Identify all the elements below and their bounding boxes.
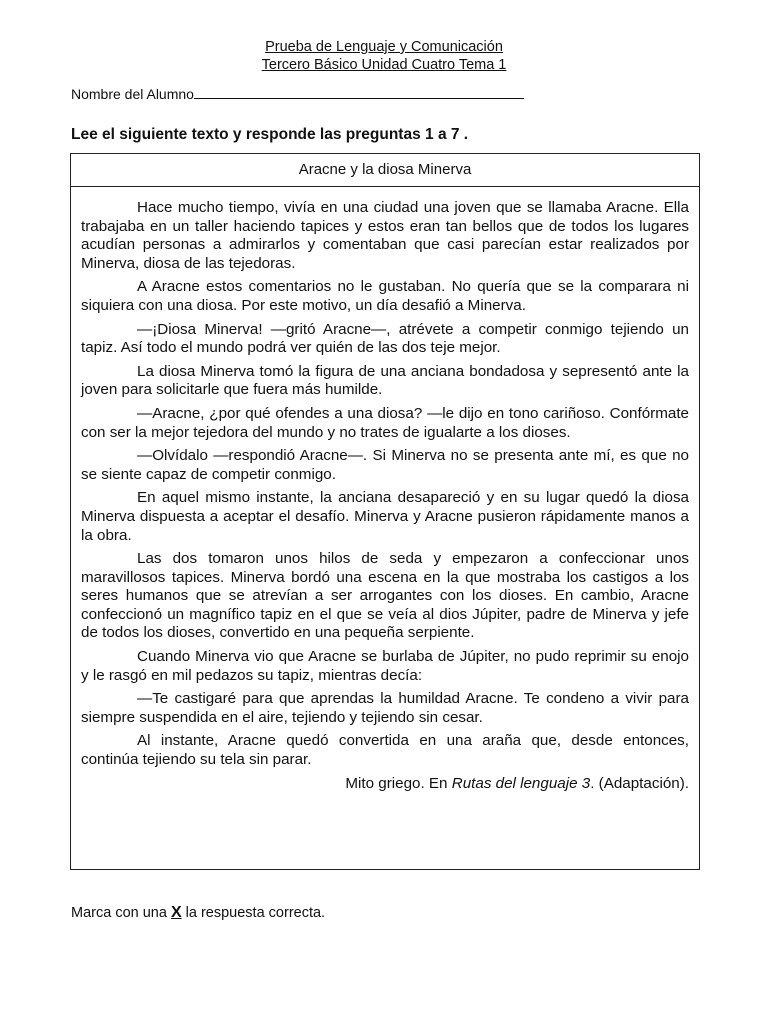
reading-box bbox=[70, 153, 700, 870]
reading-paragraph: —¡Diosa Minerva! —gritó Aracne—, atrévete a competir conmigo tejiendo un tapiz. Así todo el mundo podrá ver quién de las dos teje mejor. bbox=[81, 320, 689, 357]
student-name-label: Nombre del Alumno bbox=[71, 86, 194, 102]
reading-paragraph: —Aracne, ¿por qué ofendes a una diosa? —le dijo en tono cariñoso. Confórmate con ser la mejor tejedora del mundo y no trates de igualarte a los dioses. bbox=[81, 404, 689, 441]
reading-paragraph: La diosa Minerva tomó la figura de una anciana bondadosa y sepresentó ante la joven para solicitarle que fuera más humilde. bbox=[81, 362, 689, 399]
answer-instruction-suffix: la respuesta correcta. bbox=[181, 905, 326, 921]
reading-instruction: Lee el siguiente texto y responde las preguntas 1 a 7 . bbox=[71, 126, 469, 143]
source-prefix: Mito griego. En bbox=[345, 774, 452, 792]
source-book-title: Rutas del lenguaje 3 bbox=[451, 774, 591, 792]
test-title: Prueba de Lenguaje y Comunicación bbox=[265, 39, 503, 55]
reading-paragraph: Cuando Minerva vio que Aracne se burlaba de Júpiter, no pudo reprimir su enojo y le rasgó en mil pedazos su tapiz, mientras decía: bbox=[81, 648, 689, 684]
reading-source bbox=[81, 775, 689, 794]
reading-title: Aracne y la diosa Minerva bbox=[71, 154, 699, 187]
answer-mark-x: X bbox=[170, 904, 182, 921]
student-name-field bbox=[71, 86, 524, 102]
source-suffix: . (Adaptación). bbox=[590, 774, 689, 792]
reading-paragraph: Las dos tomaron unos hilos de seda y empezaron a confeccionar unos maravillosos tapices. Minerva bordó una escena en la que mostraba los castigos a los seres humanos que se atrevían a ser arrogantes con los dioses. En cambio, Aracne confeccionó un magnífico tapiz en el que se veía al dios Júpiter, padre de Minerva y jefe de todos los dioses, convertido en una pequeña serpiente. bbox=[81, 550, 689, 642]
reading-paragraph: —Te castigaré para que aprendas la humildad Aracne. Te condeno a vivir para siempre suspendida en el aire, tejiendo y tejiendo sin cesar. bbox=[81, 690, 689, 726]
reading-paragraph: En aquel mismo instante, la anciana desapareció y en su lugar quedó la diosa Minerva dispuesta a aceptar el desafío. Minerva y Aracne pusieron rápidamente manos a la obra. bbox=[81, 489, 689, 544]
answer-instruction-prefix: Marca con una bbox=[71, 905, 171, 921]
reading-paragraph: Hace mucho tiempo, vivía en una ciudad una joven que se llamaba Aracne. Ella trabajaba en un taller haciendo tapices y estos eran tan bellos que de todos los lugares acudían personas a admirarlos y comentaban que casi parecían estar realizados por Minerva, diosa de las tejedoras. bbox=[81, 199, 689, 272]
answer-instruction bbox=[71, 904, 325, 922]
reading-paragraph: A Aracne estos comentarios no le gustaban. No quería que se la comparara ni siquiera con una diosa. Por este motivo, un día desafió a Minerva. bbox=[81, 278, 689, 314]
test-subtitle: Tercero Básico Unidad Cuatro Tema 1 bbox=[261, 57, 507, 73]
test-header bbox=[0, 38, 768, 74]
reading-paragraph: Al instante, Aracne quedó convertida en una araña que, desde entonces, continúa tejiendo su tela sin parar. bbox=[81, 732, 689, 769]
reading-body bbox=[71, 187, 699, 793]
reading-paragraph: —Olvídalo —respondió Aracne—. Si Minerva no se presenta ante mí, es que no se siente capaz de competir conmigo. bbox=[81, 447, 689, 483]
student-name-blank[interactable] bbox=[194, 86, 524, 99]
